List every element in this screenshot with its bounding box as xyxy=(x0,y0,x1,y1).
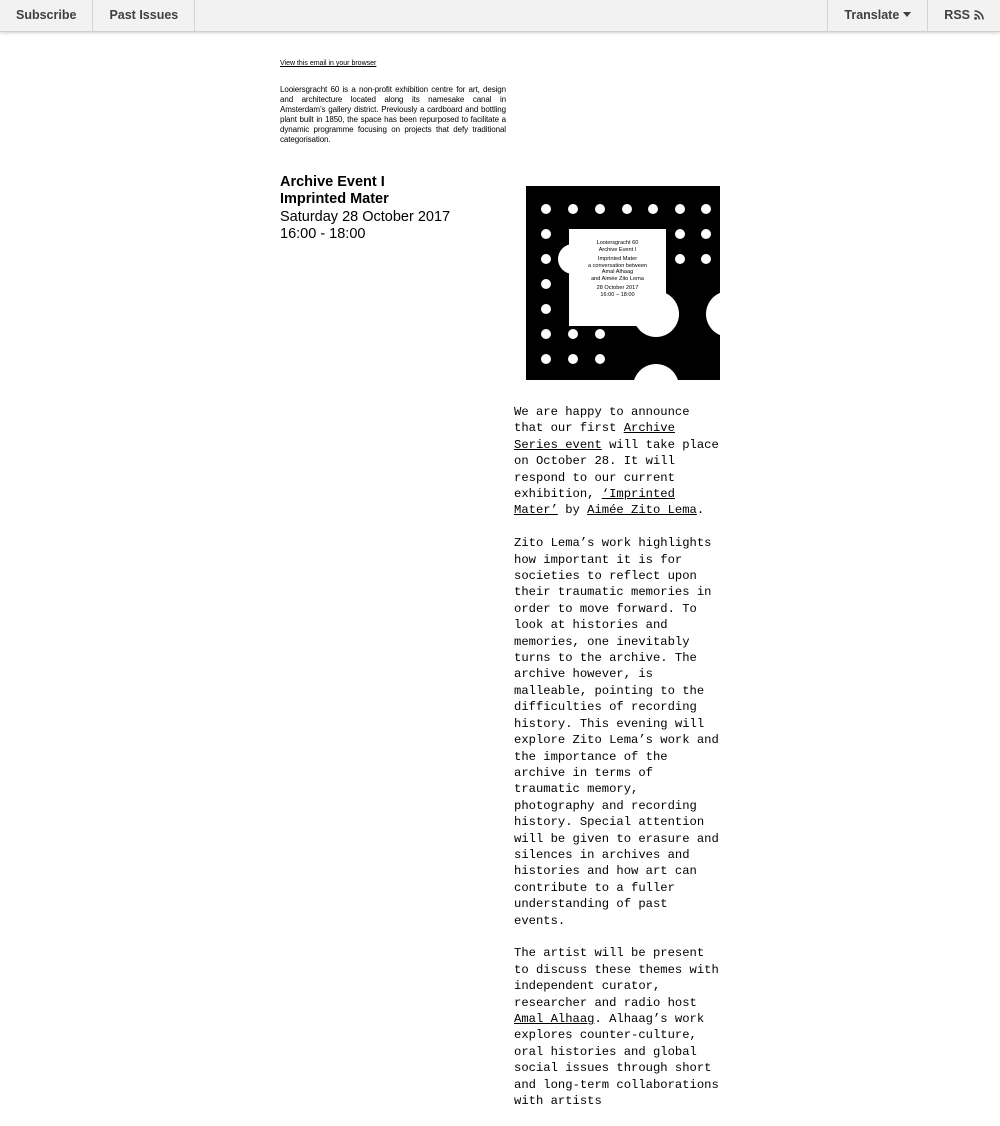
intro-paragraph: Looiersgracht 60 is a non-profit exhibition centre for art, design and architecture located along its namesake canal in Amsterdam’s gallery district. Previously a cardboard and bottling plant built in 1850, the space has been repurposed to facilitate a dynamic programme focusing on projects that defy traditional categorisation. xyxy=(280,85,506,144)
view-in-browser-link[interactable]: View this email in your browser xyxy=(280,60,377,67)
translate-label: Translate xyxy=(844,8,900,22)
event-subtitle: Imprinted Mater xyxy=(280,191,389,208)
poster-line: and Aimée Zito Lema xyxy=(591,275,644,282)
event-heading xyxy=(280,174,500,243)
poster-text-card xyxy=(569,229,666,326)
poster-line: 16:00 – 18:00 xyxy=(600,291,635,298)
amal-alhaag-link[interactable]: Amal Alhaag xyxy=(514,1012,595,1026)
rss-label: RSS xyxy=(944,8,970,22)
event-title: Archive Event I xyxy=(280,174,385,190)
caret-down-icon xyxy=(903,12,911,17)
poster-line: a conversation between xyxy=(587,262,648,269)
event-poster-image xyxy=(526,186,720,380)
artist-link[interactable]: Aimée Zito Lema xyxy=(587,503,697,518)
imprinted-mater-link[interactable]: ‘Imprinted Mater’ xyxy=(514,487,675,518)
poster-line: Archive Event I xyxy=(598,246,637,253)
text-run: will take place on October 28. It will respond to our current exhibition, xyxy=(514,437,719,502)
toolbar-right-group xyxy=(827,0,1000,31)
toolbar-left-group xyxy=(0,0,195,31)
past-issues-button[interactable]: Past Issues xyxy=(93,0,195,31)
description-paragraph: Zito Lema’s work highlights how important it is for societies to reflect upon their traumatic memories in order to move forward. To look at histories and memories, one inevitably turns to the archive. The archive however, is malleable, pointing to the difficulties of recording history. This evening will explore Zito Lema’s work and the importance of the archive in terms of traumatic memory, photography and recording history. Special attention will be given to erasure and silences in archives and histories and how art can contribute to a fuller understanding of past events. xyxy=(514,536,719,928)
email-body xyxy=(514,404,726,1126)
text-run: by xyxy=(557,503,588,518)
archive-series-link[interactable]: Archive Series event xyxy=(514,421,675,452)
rss-icon xyxy=(974,1,984,32)
event-date: Saturday 28 October 2017 xyxy=(280,208,451,225)
subscribe-button[interactable]: Subscribe xyxy=(0,0,93,31)
rss-button[interactable] xyxy=(927,0,1000,31)
announcement-paragraph xyxy=(514,404,726,519)
poster-line: Imprinted Mater xyxy=(597,256,638,262)
text-run: The artist will be present to discuss these themes with independent curator, researcher and radio host xyxy=(514,946,719,1010)
archive-toolbar xyxy=(0,0,1000,32)
event-time: 16:00 - 18:00 xyxy=(280,225,366,242)
text-run: We are happy to announce that our first xyxy=(514,405,690,436)
guest-paragraph xyxy=(514,945,726,1109)
poster-line: Amal Alhaag xyxy=(601,269,634,275)
text-run: . xyxy=(696,503,705,518)
text-run: . Alhaag’s work explores counter-culture, oral histories and global social issues through short and long-term collaborations with artists xyxy=(514,1012,719,1109)
poster-line: 28 October 2017 xyxy=(596,285,639,291)
translate-dropdown[interactable] xyxy=(827,0,927,31)
poster-line: Looiersgracht 60 xyxy=(596,240,639,246)
